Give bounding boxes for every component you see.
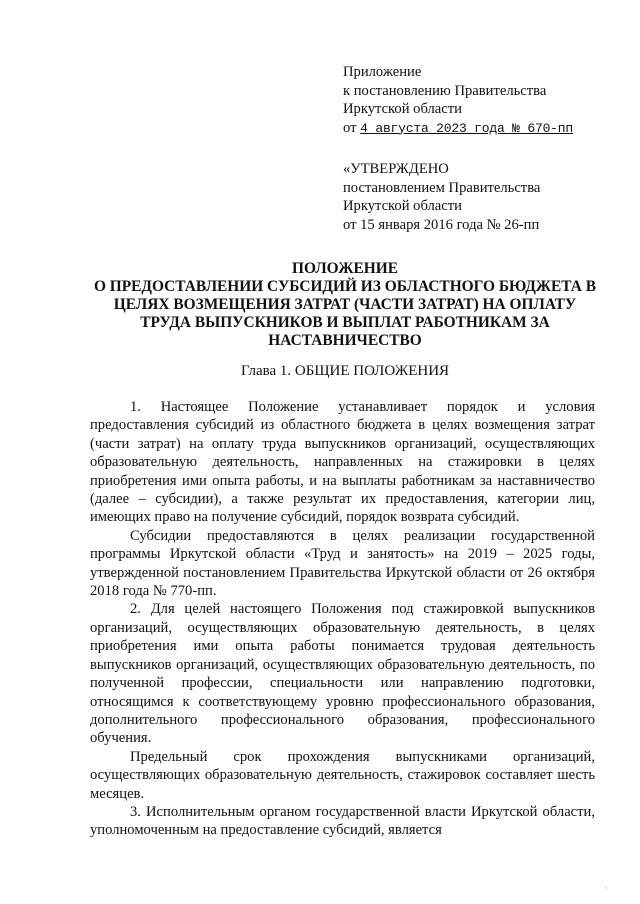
document-title: [80, 260, 610, 350]
approval-date: от 15 января 2016 года № 26-пп: [343, 216, 540, 233]
title-line-2: О ПРЕДОСТАВЛЕНИИ СУБСИДИЙ ИЗ ОБЛАСТНОГО БЮДЖЕТА В: [93, 278, 597, 295]
appendix-decree-ref: к постановлению Правительства: [343, 82, 547, 99]
appendix-date: 4 августа 2023 года № 670-пп: [360, 120, 573, 136]
paragraph-3: 2. Для целей настоящего Положения под стажировкой выпускников организаций, осуществляющих образовательную деятельность, в целях приобретения ими опыта работы понимается трудовая деятельность выпускников организаций, осуществляющих образовательную деятельность, по полученной профессии, специальности или направлению подготовки, относящимся к соответствующему уровню профессионального образования, дополнительного профессионального образования, профессионального обучения.: [90, 601, 595, 747]
title-line-4: ТРУДА ВЫПУСКНИКОВ И ВЫПЛАТ РАБОТНИКАМ ЗА: [140, 314, 550, 331]
title-line-5: НАСТАВНИЧЕСТВО: [268, 332, 422, 349]
chapter-heading: Глава 1. ОБЩИЕ ПОЛОЖЕНИЯ: [240, 363, 450, 379]
appendix-date-prefix: от: [343, 119, 361, 136]
paragraph-5: 3. Исполнительным органом государственной власти Иркутской области, уполномоченным на предоставление субсидий, является: [90, 803, 595, 839]
approval-label: «УТВЕРЖДЕНО: [343, 161, 449, 177]
scan-mark: ·: [604, 883, 608, 893]
paragraph-2: Субсидии предоставляются в целях реализации государственной программы Иркутской области «Труд и занятость» на 2019 – 2025 годы, утвержденной постановлением Правительства Иркутской области от 26 октября 2018 года № 770-пп.: [90, 527, 595, 600]
paragraph-1: 1. Настоящее Положение устанавливает порядок и условия предоставления субсидий из областного бюджета в целях возмещения затрат (части затрат) на оплату труда выпускников организаций, осуществляющих образовательную деятельность, направленных на стажировки в целях приобретения ими опыта работы, и на выплаты работникам за наставничество (далее – субсидии), а также результат их предоставления, категории лиц, имеющих право на получение субсидий, порядок возврата субсидий.: [90, 399, 595, 526]
title-line-1: ПОЛОЖЕНИЕ: [292, 260, 398, 277]
approval-block: [343, 160, 540, 234]
appendix-header: [343, 63, 573, 138]
paragraph-4: Предельный срок прохождения выпускниками организаций, осуществляющих образовательную деятельность, стажировок составляет шесть месяцев.: [90, 748, 595, 802]
appendix-date-line: [343, 119, 573, 139]
document-body: [90, 398, 595, 840]
appendix-label: Приложение: [343, 64, 422, 80]
appendix-region: Иркутской области: [343, 101, 462, 117]
approval-region: Иркутской области: [343, 198, 462, 214]
approval-decree: постановлением Правительства: [343, 179, 541, 196]
title-line-3: ЦЕЛЯХ ВОЗМЕЩЕНИЯ ЗАТРАТ (ЧАСТИ ЗАТРАТ) НА ОПЛАТУ: [113, 296, 577, 313]
